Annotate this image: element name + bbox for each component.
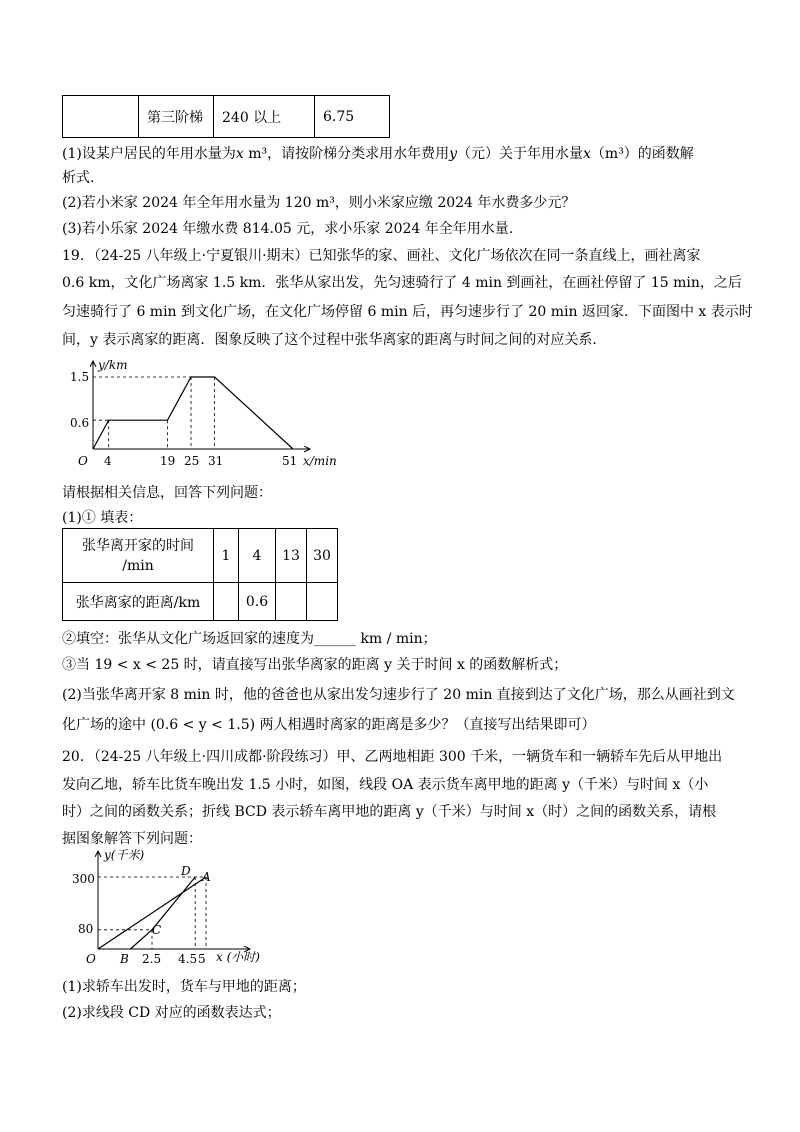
q20-line3: 时）之间的函数关系；折线 BCD 表示轿车离甲地的距离 y（千米）与时间 x（时）之间的函数关系，请根 — [62, 804, 717, 820]
fill-table-cell: 30 — [307, 529, 338, 583]
q20-part2: (2)求线段 CD 对应的函数表达式； — [62, 1005, 281, 1021]
q19-line3: 匀速骑行了 6 min 到文化广场，在文化广场停留 6 min 后，再匀速步行了 20 min 返回家．下面图中 x 表示时 — [62, 304, 753, 320]
distance-time-line — [93, 377, 293, 449]
y-axis-label: y/km — [98, 358, 128, 372]
q19-line4: 间，y 表示离家的距离．图象反映了这个过程中张华离家的距离与时间之间的对应关系． — [62, 332, 607, 348]
y-tick-1.5: 1.5 — [70, 370, 90, 384]
origin-label: O — [86, 952, 96, 966]
q18-part3: (3)若小乐家 2024 年缴水费 814.05 元，求小乐家 2024 年全年用水量. — [62, 221, 514, 237]
q20-line2: 发向乙地，轿车比货车晚出发 1.5 小时，如图，线段 OA 表示货车离甲地的距离 y（千米）与时间 x（小 — [62, 777, 709, 793]
q19-instruction: 请根据相关信息，回答下列问题： — [62, 485, 272, 501]
x-tick-b: B — [120, 952, 129, 966]
tier-table-cell — [63, 96, 139, 138]
y-tick-0.6: 0.6 — [70, 416, 90, 430]
q20-line4: 据图象解答下列问题： — [62, 831, 202, 847]
vehicle-distance-graph — [72, 845, 312, 970]
q20-line1: 20．（24-25 八年级上·四川成都·阶段练习）甲、乙两地相距 300 千米，一辆货车和一辆轿车先后从甲地出 — [62, 749, 723, 765]
tier-table-cell: 第三阶梯 — [139, 96, 214, 138]
q19-part1-2: ②填空：张华从文化广场返回家的速度为______ km / min； — [62, 631, 437, 647]
x-tick-4: 4 — [104, 454, 112, 468]
y-tick-80: 80 — [78, 922, 94, 936]
fill-table-cell — [276, 583, 307, 621]
q18-part2: (2)若小米家 2024 年全年用水量为 120 m³，则小米家应缴 2024 年水费多少元？ — [62, 195, 576, 211]
tier-table-cell: 6.75 — [315, 96, 390, 138]
fill-table-cell — [307, 583, 338, 621]
distance-time-graph — [60, 355, 350, 470]
point-a-label: A — [202, 870, 211, 884]
x-tick-4.5: 4.5 — [178, 952, 198, 966]
x-axis-label: x/min — [303, 454, 337, 468]
q18-part1-cont: 析式. — [62, 170, 95, 186]
q19-part1-3: ③当 19 < x < 25 时，请直接写出张华离家的距离 y 关于时间 x 的函数解析式； — [62, 657, 568, 673]
fill-table-cell — [214, 583, 239, 621]
tier-table — [62, 95, 390, 138]
fill-table — [62, 528, 338, 621]
x-tick-25: 25 — [184, 454, 200, 468]
q20-part1: (1)求轿车出发时，货车与甲地的距离； — [62, 979, 306, 995]
q19-line2: 0.6 km，文化广场离家 1.5 km．张华从家出发，先匀速骑行了 4 min 到画社，在画社停留了 15 min，之后 — [62, 275, 742, 291]
fill-table-cell: 1 — [214, 529, 239, 583]
q18-part1: (1)设某户居民的年用水量为x m³，请按阶梯分类求用水年费用y（元）关于年用水量x（m³）的函数解 — [62, 146, 694, 162]
q19-part2-line2: 化广场的途中 (0.6 < y < 1.5) 两人相遇时离家的距离是多少？（直接写出结果即可） — [62, 717, 596, 733]
fill-table-cell: 13 — [276, 529, 307, 583]
x-tick-31: 31 — [208, 454, 224, 468]
polyline-bcd — [130, 877, 195, 949]
q19-line1: 19．（24-25 八年级上·宁夏银川·期末）已知张华的家、画社、文化广场依次在同一条直线上，画社离家 — [62, 248, 701, 264]
x-tick-51: 51 — [282, 454, 298, 468]
x-tick-5: 5 — [198, 952, 206, 966]
tier-table-cell: 240 以上 — [214, 96, 315, 138]
q19-part2-line1: (2)当张华离开家 8 min 时，他的爸爸也从家出发匀速步行了 20 min 直接到达了文化广场，那么从画社到文 — [62, 687, 735, 703]
origin-label: O — [78, 454, 88, 468]
point-d-label: D — [181, 864, 191, 878]
x-tick-19: 19 — [160, 454, 176, 468]
fill-table-cell: 4 — [239, 529, 276, 583]
q19-fill-label: (1)① 填表： — [62, 510, 143, 526]
x-tick-2.5: 2.5 — [142, 952, 162, 966]
x-axis-label: x (小时) — [216, 950, 260, 964]
fill-table-header: 张华离开家的时间 /min — [63, 529, 214, 583]
fill-table-header: 张华离家的距离/km — [63, 583, 214, 621]
point-c-label: C — [152, 923, 162, 937]
y-tick-300: 300 — [72, 872, 95, 886]
fill-table-cell: 0.6 — [239, 583, 276, 621]
y-axis-label: y(千米) — [104, 848, 145, 862]
